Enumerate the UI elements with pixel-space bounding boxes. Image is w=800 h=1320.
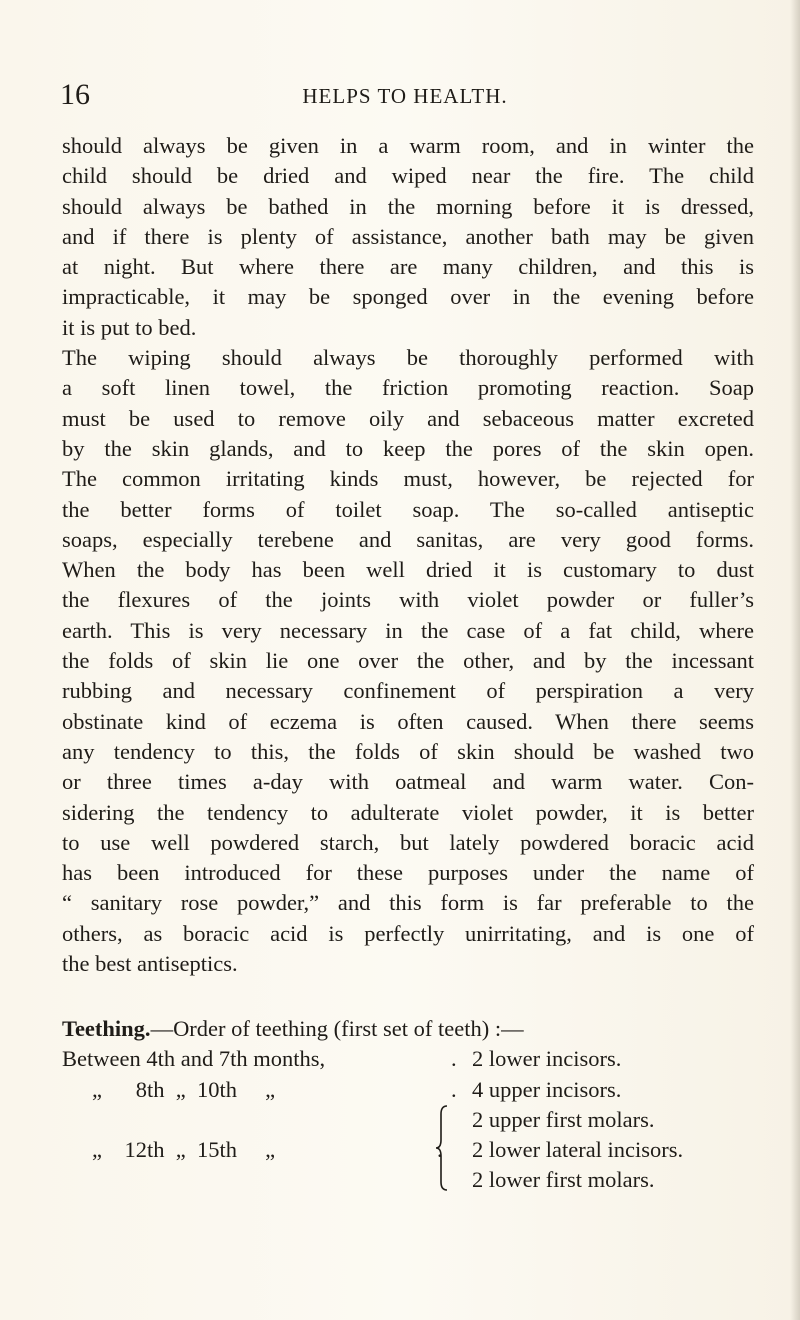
teething-row [62, 1075, 762, 1105]
text-line: The common irritating kinds must, however, be rejected for [62, 466, 754, 492]
text-line: the best antiseptics. [62, 951, 238, 977]
leader-dot: . [451, 1076, 457, 1102]
text-line: a soft linen towel, the friction promoting reaction. Soap [62, 375, 754, 401]
teething-intro: —Order of teething (first set of teeth) :— [150, 1016, 524, 1041]
text-line: should always be bathed in the morning before it is dressed, [62, 193, 754, 219]
teething-period: „ 8th „ 10th „ [92, 1076, 276, 1102]
text-line: the flexures of the joints with violet powder or fuller’s [62, 587, 754, 613]
teething-teeth: 2 lower incisors. [472, 1046, 622, 1072]
page-number: 16 [60, 78, 90, 111]
teething-teeth: 2 lower lateral incisors. [472, 1137, 684, 1163]
teething-row [62, 1165, 762, 1195]
curly-brace [435, 1104, 449, 1192]
text-line: or three times a-day with oatmeal and warm water. Con- [62, 769, 754, 795]
teething-teeth: 2 lower first molars. [472, 1167, 655, 1193]
teething-period: „ 12th „ 15th „ [92, 1137, 276, 1163]
text-line: must be used to remove oily and sebaceous matter excreted [62, 405, 754, 431]
text-line: impracticable, it may be sponged over in the evening before [62, 284, 754, 310]
text-line: and if there is plenty of assistance, another bath may be given [62, 223, 754, 249]
running-title: HELPS TO HEALTH. [302, 84, 508, 108]
text-line: sidering the tendency to adulterate violet powder, it is better [62, 799, 754, 825]
text-line: “ sanitary rose powder,” and this form is far preferable to the [62, 890, 754, 916]
teething-period: Between 4th and 7th months, [62, 1046, 326, 1072]
text-line: soaps, especially terebene and sanitas, are very good forms. [62, 526, 754, 552]
text-line: by the skin glands, and to keep the pores of the skin open. [62, 435, 754, 461]
text-line: child should be dried and wiped near the fire. The child [62, 163, 754, 189]
text-line: the better forms of toilet soap. The so-called antiseptic [62, 496, 754, 522]
text-line: obstinate kind of eczema is often caused. When there seems [62, 708, 754, 734]
paragraph-1 [62, 131, 754, 343]
page-edge-shadow [790, 0, 800, 1320]
teething-heading-line [62, 1014, 762, 1044]
body-text [62, 131, 754, 979]
text-line: at night. But where there are many children, and this is [62, 254, 754, 280]
text-line: The wiping should always be thoroughly performed with [62, 345, 754, 371]
teething-section [62, 1014, 762, 1196]
text-line: When the body has been well dried it is customary to dust [62, 557, 754, 583]
text-line: the folds of skin lie one over the other, and by the incessant [62, 648, 754, 674]
text-line: any tendency to this, the folds of skin should be washed two [62, 738, 754, 764]
text-line: earth. This is very necessary in the case of a fat child, where [62, 617, 754, 643]
leader-dot: . [451, 1046, 457, 1072]
teething-row [62, 1044, 762, 1074]
teething-row [62, 1135, 762, 1165]
teething-heading: Teething. [62, 1016, 151, 1041]
page-header [60, 78, 750, 112]
text-line: should always be given in a warm room, and in winter the [62, 133, 754, 158]
text-line: has been introduced for these purposes under the name of [62, 860, 754, 886]
text-line: to use well powdered starch, but lately powdered boracic acid [62, 829, 754, 855]
teething-teeth: 4 upper incisors. [472, 1076, 622, 1102]
leader-dot: . [437, 1137, 443, 1163]
text-line: others, as boracic acid is perfectly unirritating, and is one of [62, 920, 754, 946]
teething-row [62, 1105, 762, 1135]
text-line: rubbing and necessary confinement of perspiration a very [62, 678, 754, 704]
paragraph-2 [62, 343, 754, 979]
teething-teeth: 2 upper first molars. [472, 1106, 655, 1132]
text-line: it is put to bed. [62, 314, 197, 340]
